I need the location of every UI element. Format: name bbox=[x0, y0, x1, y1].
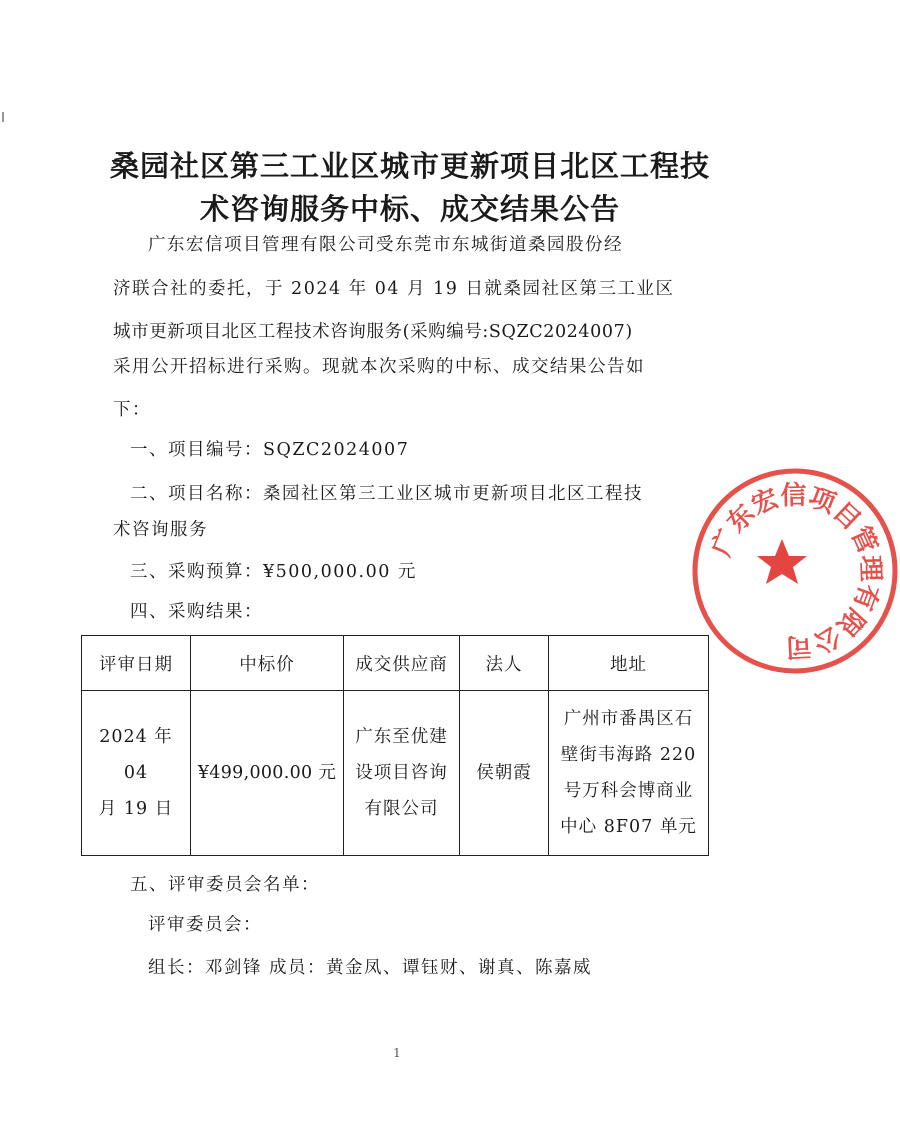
intro-line-4: 采用公开招标进行采购。现就本次采购的中标、成交结果公告如 bbox=[113, 357, 645, 377]
svg-text:广东宏信项目管理有限公司: 广东宏信项目管理有限公司 bbox=[706, 480, 886, 662]
cell-address-line-2: 壁街韦海路 220 bbox=[560, 745, 697, 765]
cell-price: ¥499,000.00 元 bbox=[191, 691, 344, 856]
cell-date bbox=[82, 691, 191, 856]
company-seal-icon bbox=[690, 466, 900, 676]
cell-address-line-1: 广州市番禺区石 bbox=[563, 709, 694, 729]
cell-date-line-2: 月 19 日 bbox=[98, 799, 174, 819]
project-number: 一、项目编号：SQZC2024007 bbox=[130, 440, 410, 460]
cell-supplier-line-3: 有限公司 bbox=[364, 799, 439, 819]
table-header-row bbox=[82, 636, 709, 691]
title-line-2: 术咨询服务中标、成交结果公告 bbox=[199, 192, 620, 226]
scan-mark bbox=[2, 112, 4, 122]
committee-label: 评审委员会： bbox=[148, 915, 262, 935]
result-heading: 四、采购结果： bbox=[130, 602, 263, 622]
header-legal-person: 法人 bbox=[460, 636, 549, 691]
table-row bbox=[82, 691, 709, 856]
header-supplier: 成交供应商 bbox=[344, 636, 460, 691]
budget: 三、采购预算：¥500,000.00 元 bbox=[130, 562, 417, 582]
header-date: 评审日期 bbox=[82, 636, 191, 691]
project-name-line-2: 术咨询服务 bbox=[113, 520, 208, 540]
cell-legal-person: 侯朝霞 bbox=[460, 691, 549, 856]
intro-line-2: 济联合社的委托，于 2024 年 04 月 19 日就桑园社区第三工业区 bbox=[113, 279, 675, 299]
header-price: 中标价 bbox=[191, 636, 344, 691]
cell-supplier-line-1: 广东至优建 bbox=[355, 727, 448, 747]
project-name-line-1: 二、项目名称：桑园社区第三工业区城市更新项目北区工程技 bbox=[130, 484, 643, 504]
page-number: 1 bbox=[393, 1046, 401, 1060]
title-line-1: 桑园社区第三工业区城市更新项目北区工程技 bbox=[109, 149, 710, 183]
committee-heading: 五、评审委员会名单： bbox=[130, 875, 320, 895]
cell-address-line-3: 号万科会博商业 bbox=[563, 781, 694, 801]
intro-line-5: 下： bbox=[113, 400, 151, 420]
intro-line-3: 城市更新项目北区工程技术咨询服务(采购编号:SQZC2024007) bbox=[113, 322, 633, 342]
cell-address-line-4: 中心 8F07 单元 bbox=[560, 817, 697, 837]
intro-line-1: 广东宏信项目管理有限公司受东莞市东城街道桑园股份经 bbox=[148, 235, 623, 255]
cell-address bbox=[549, 691, 709, 856]
cell-supplier-line-2: 设项目咨询 bbox=[355, 763, 448, 783]
cell-supplier bbox=[344, 691, 460, 856]
committee-members: 组长：邓剑锋 成员：黄金凤、谭钰财、谢真、陈嘉威 bbox=[148, 958, 593, 978]
results-table bbox=[81, 635, 709, 856]
header-address: 地址 bbox=[549, 636, 709, 691]
cell-date-line-1: 2024 年 04 bbox=[99, 727, 173, 783]
